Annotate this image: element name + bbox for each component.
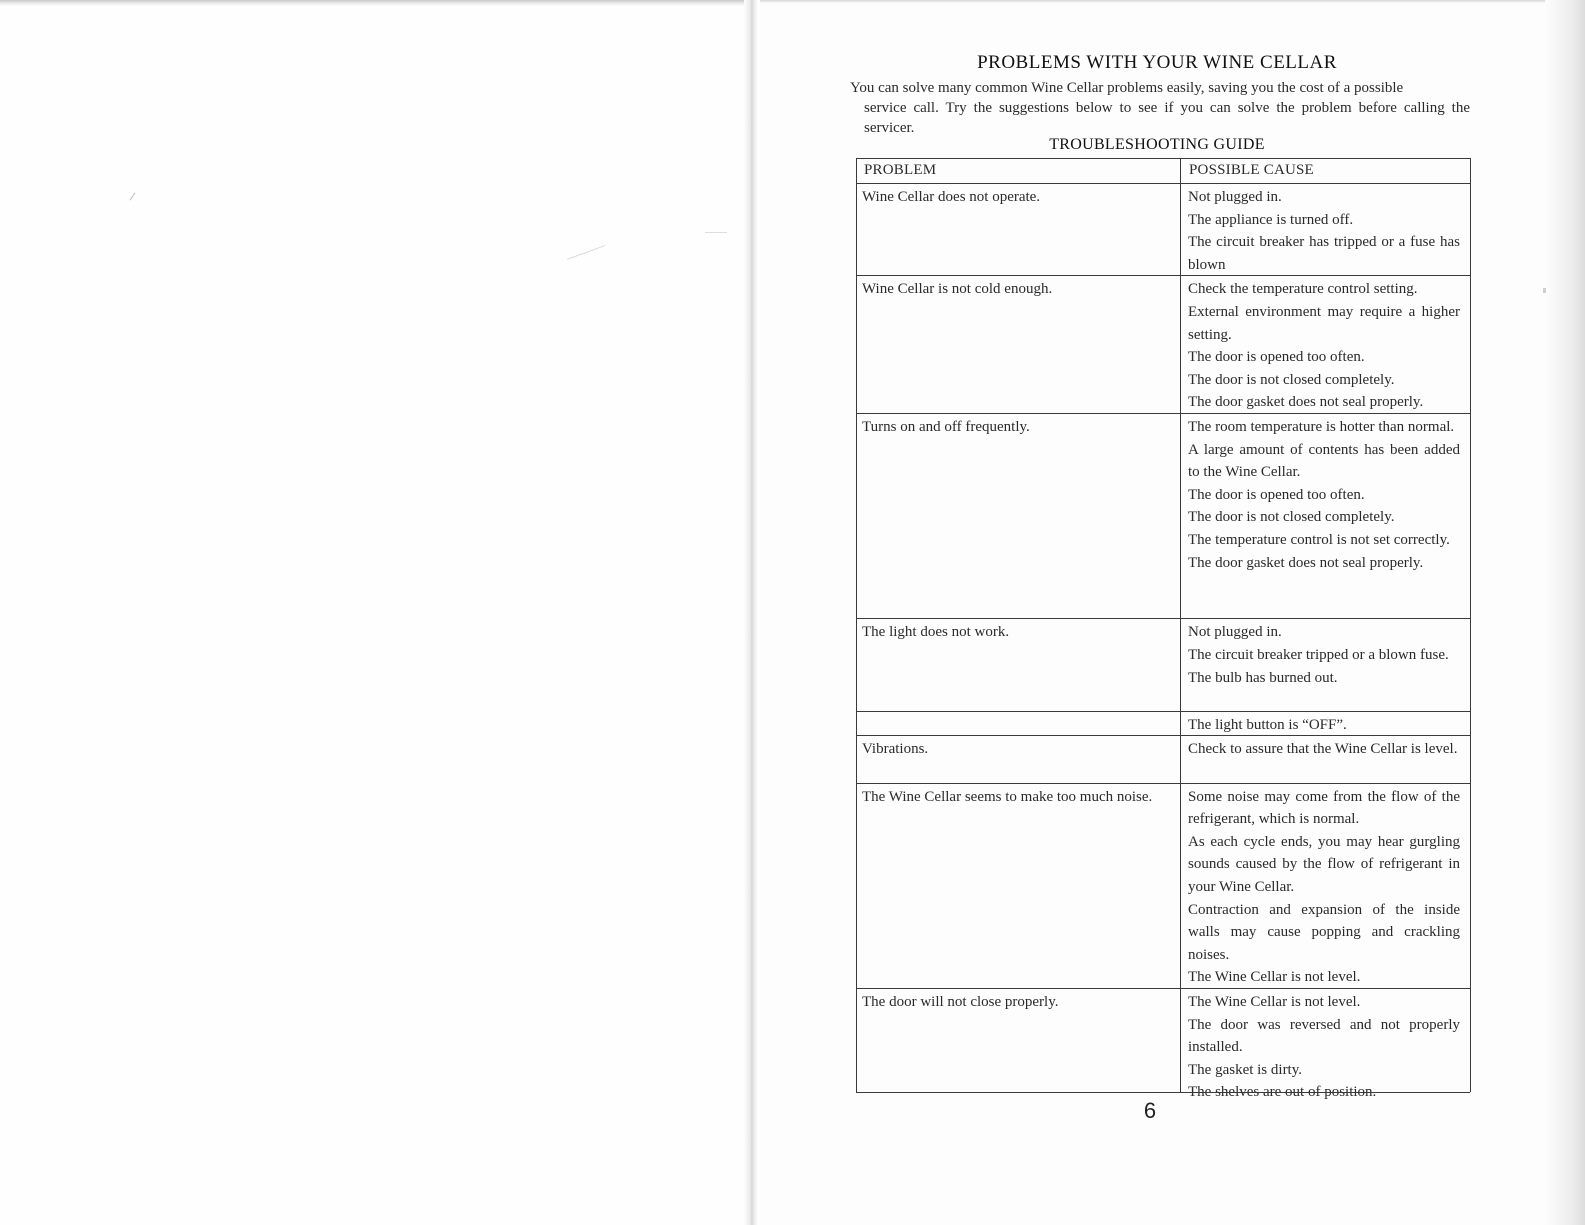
cause-item: Some noise may come from the flow of the refrigerant, which is normal. xyxy=(1188,788,1460,828)
cause-item: The door is not closed completely. xyxy=(1188,371,1395,388)
cause-item: External environment may require a higher setting. xyxy=(1188,303,1460,343)
guide-title: TROUBLESHOOTING GUIDE xyxy=(1049,136,1265,153)
cause-item: Check to assure that the Wine Cellar is level. xyxy=(1188,741,1458,758)
table-cell-causes xyxy=(1188,714,1460,737)
page-top-edge-right xyxy=(760,0,1585,3)
table-row-divider xyxy=(856,413,1470,414)
cause-item: The Wine Cellar is not level. xyxy=(1188,994,1361,1010)
table-row-divider xyxy=(856,783,1470,784)
binding-gutter xyxy=(744,0,758,1225)
table-cell-causes xyxy=(1188,786,1460,989)
table-row-divider xyxy=(856,711,1470,712)
table-cell-causes xyxy=(1188,621,1460,689)
page-number: 6 xyxy=(1143,1098,1157,1123)
table-cell-problem: The light does not work. xyxy=(862,624,1010,641)
cause-item: The bulb has burned out. xyxy=(1188,669,1338,686)
cause-item: The door is opened too often. xyxy=(1188,486,1365,503)
table-cell-causes xyxy=(1188,738,1460,761)
cause-item: The appliance is turned off. xyxy=(1188,211,1354,228)
cause-item: The shelves are out of position. xyxy=(1188,1084,1377,1101)
cause-item: The circuit breaker tripped or a blown fuse. xyxy=(1188,646,1449,663)
scan-speck xyxy=(1543,288,1546,293)
cause-item: Check the temperature control setting. xyxy=(1188,281,1418,298)
cause-item: The circuit breaker has tripped or a fuse has blown xyxy=(1188,234,1460,273)
cause-item: The door was reversed and not properly installed. xyxy=(1188,1016,1460,1056)
table-row-divider xyxy=(856,735,1470,736)
table-cell-problem: Vibrations. xyxy=(862,741,929,758)
table-row-divider xyxy=(856,275,1470,276)
cause-item: Contraction and expansion of the inside walls may cause popping and crackling noises. xyxy=(1188,901,1460,963)
table-cell-causes xyxy=(1188,416,1460,574)
table-row-divider xyxy=(856,158,1470,159)
header-possible-cause: POSSIBLE CAUSE xyxy=(1189,162,1314,178)
cause-item: The door gasket does not seal properly. xyxy=(1188,554,1424,571)
cause-item: The door is opened too often. xyxy=(1188,349,1365,366)
cause-item: The room temperature is hotter than normal. xyxy=(1188,419,1455,435)
page-top-edge xyxy=(0,0,755,6)
page-heading: PROBLEMS WITH YOUR WINE CELLAR xyxy=(977,52,1337,73)
cause-item: Not plugged in. xyxy=(1188,189,1282,205)
table-cell-problem: The door will not close properly. xyxy=(862,994,1059,1010)
cause-item: The temperature control is not set correctly. xyxy=(1188,531,1450,548)
cause-item: Not plugged in. xyxy=(1188,624,1282,641)
table-row-divider xyxy=(856,618,1470,619)
cause-item: As each cycle ends, you may hear gurgling sounds caused by the flow of refrigerant in your Wine Cellar. xyxy=(1188,833,1460,895)
cause-item: The door is not closed completely. xyxy=(1188,509,1395,526)
cause-item: The light button is “OFF”. xyxy=(1188,716,1347,733)
cause-item: The Wine Cellar is not level. xyxy=(1188,969,1361,986)
cause-item: The door gasket does not seal properly. xyxy=(1188,394,1424,411)
table-cell-causes xyxy=(1188,991,1460,1104)
scan-speck xyxy=(705,232,727,233)
table-column-divider xyxy=(856,158,857,1092)
cause-item: The gasket is dirty. xyxy=(1188,1061,1303,1078)
blank-left-page xyxy=(0,0,760,1225)
intro-paragraph xyxy=(850,78,1470,138)
page-right-edge xyxy=(1545,0,1585,1225)
table-cell-causes xyxy=(1188,186,1460,276)
table-cell-problem: Wine Cellar does not operate. xyxy=(862,189,1041,205)
intro-rest: service call. Try the suggestions below to see if you can solve the problem before calling the servicer. xyxy=(864,100,1470,136)
table-column-divider xyxy=(1180,158,1181,1092)
header-problem: PROBLEM xyxy=(864,162,937,178)
table-cell-problem: Turns on and off frequently. xyxy=(862,419,1030,435)
table-row-divider xyxy=(856,1092,1470,1093)
table-column-divider xyxy=(1470,158,1471,1092)
intro-first-line: You can solve many common Wine Cellar problems easily, saving you the cost of a possible xyxy=(850,80,1404,96)
cause-item: A large amount of contents has been added to the Wine Cellar. xyxy=(1188,441,1460,481)
table-cell-causes xyxy=(1188,278,1460,414)
table-cell-problem: Wine Cellar is not cold enough. xyxy=(862,281,1053,298)
table-cell-problem: The Wine Cellar seems to make too much noise. xyxy=(862,788,1153,805)
table-row-divider xyxy=(856,988,1470,989)
table-row-divider xyxy=(856,183,1470,184)
